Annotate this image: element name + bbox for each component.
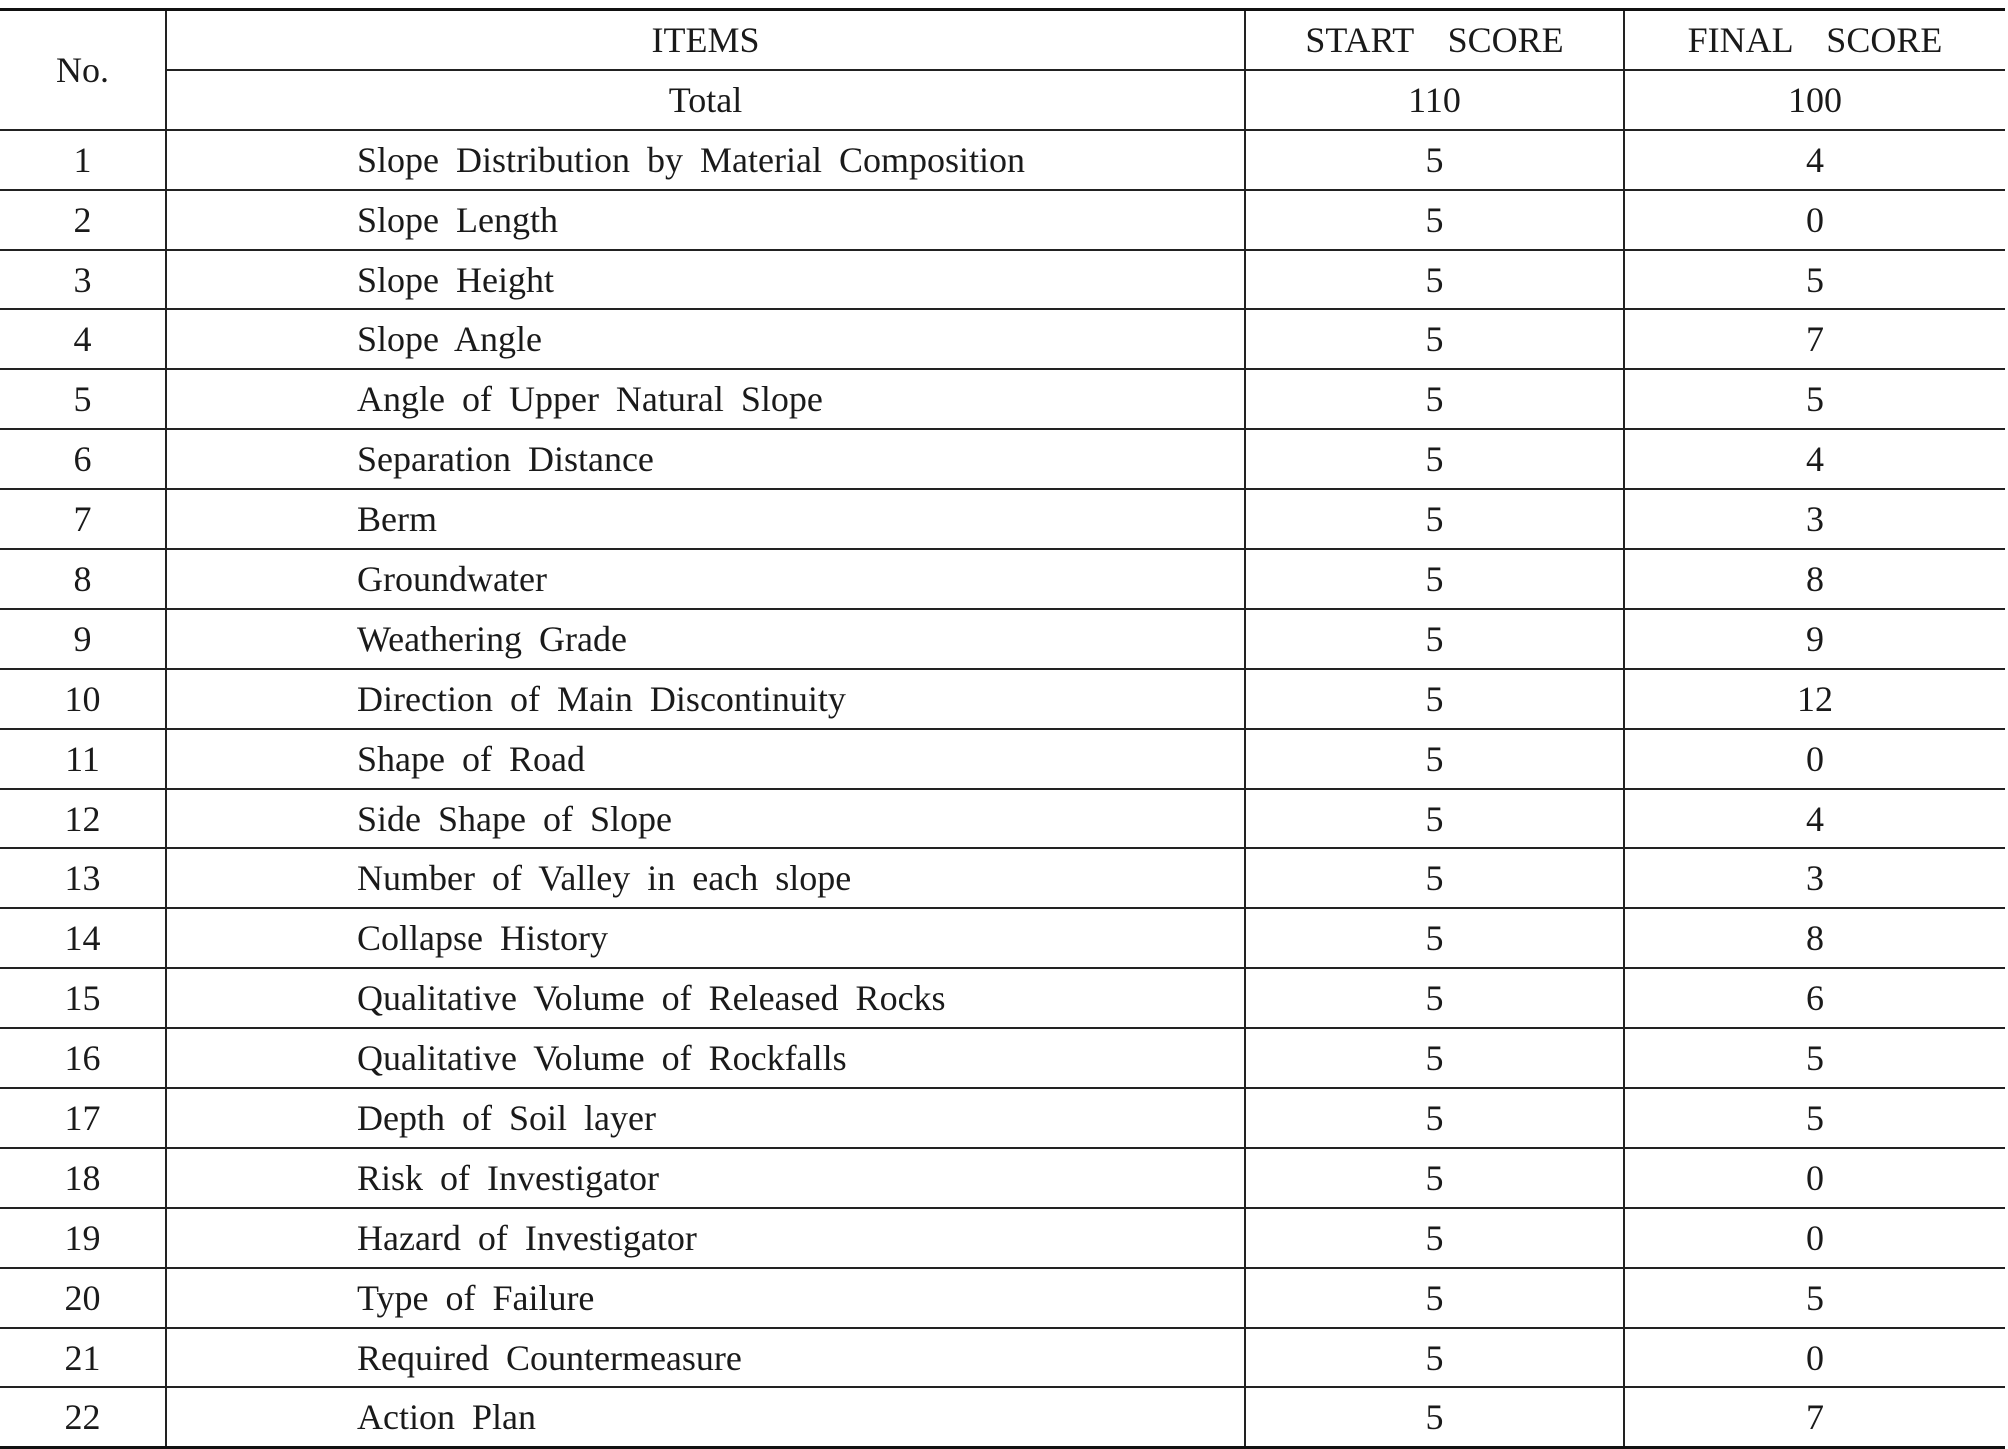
row-item: Direction of Main Discontinuity [166, 669, 1245, 729]
row-start-score: 5 [1245, 908, 1624, 968]
row-number: 21 [0, 1328, 166, 1388]
table-row [0, 429, 2005, 489]
row-number: 1 [0, 130, 166, 190]
score-table-container [0, 8, 2005, 1449]
table-row [0, 250, 2005, 310]
row-final-score: 5 [1624, 1088, 2005, 1148]
row-start-score: 5 [1245, 669, 1624, 729]
row-item: Slope Length [166, 190, 1245, 250]
table-row [0, 1268, 2005, 1328]
row-start-score: 5 [1245, 609, 1624, 669]
row-final-score: 12 [1624, 669, 2005, 729]
table-row [0, 1387, 2005, 1447]
row-final-score: 3 [1624, 848, 2005, 908]
table-row [0, 1148, 2005, 1208]
row-number: 20 [0, 1268, 166, 1328]
row-item: Angle of Upper Natural Slope [166, 369, 1245, 429]
row-item: Action Plan [166, 1387, 1245, 1447]
row-start-score: 5 [1245, 1088, 1624, 1148]
table-row [0, 1208, 2005, 1268]
row-number: 9 [0, 609, 166, 669]
total-row [0, 70, 2005, 130]
row-item: Slope Distribution by Material Composition [166, 130, 1245, 190]
row-number: 11 [0, 729, 166, 789]
row-item: Separation Distance [166, 429, 1245, 489]
table-row [0, 1088, 2005, 1148]
row-number: 2 [0, 190, 166, 250]
row-final-score: 0 [1624, 729, 2005, 789]
row-start-score: 5 [1245, 848, 1624, 908]
row-start-score: 5 [1245, 549, 1624, 609]
total-start-score: 110 [1245, 70, 1624, 130]
row-item: Shape of Road [166, 729, 1245, 789]
row-item: Hazard of Investigator [166, 1208, 1245, 1268]
row-final-score: 0 [1624, 1328, 2005, 1388]
row-final-score: 0 [1624, 190, 2005, 250]
row-final-score: 0 [1624, 1208, 2005, 1268]
table-row [0, 190, 2005, 250]
row-final-score: 8 [1624, 549, 2005, 609]
row-start-score: 5 [1245, 190, 1624, 250]
row-start-score: 5 [1245, 1268, 1624, 1328]
row-item: Depth of Soil layer [166, 1088, 1245, 1148]
row-item: Required Countermeasure [166, 1328, 1245, 1388]
row-number: 12 [0, 789, 166, 849]
row-item: Qualitative Volume of Released Rocks [166, 968, 1245, 1028]
row-final-score: 6 [1624, 968, 2005, 1028]
header-final-score: FINAL SCORE [1624, 10, 2005, 70]
row-number: 16 [0, 1028, 166, 1088]
row-start-score: 5 [1245, 1328, 1624, 1388]
row-number: 14 [0, 908, 166, 968]
table-row [0, 369, 2005, 429]
row-final-score: 4 [1624, 429, 2005, 489]
table-row [0, 669, 2005, 729]
table-row [0, 130, 2005, 190]
row-final-score: 4 [1624, 130, 2005, 190]
row-number: 4 [0, 309, 166, 369]
row-final-score: 5 [1624, 369, 2005, 429]
row-start-score: 5 [1245, 369, 1624, 429]
row-item: Qualitative Volume of Rockfalls [166, 1028, 1245, 1088]
table-row [0, 609, 2005, 669]
row-number: 22 [0, 1387, 166, 1447]
row-number: 19 [0, 1208, 166, 1268]
row-start-score: 5 [1245, 429, 1624, 489]
row-final-score: 5 [1624, 1028, 2005, 1088]
row-final-score: 4 [1624, 789, 2005, 849]
row-start-score: 5 [1245, 309, 1624, 369]
row-start-score: 5 [1245, 968, 1624, 1028]
row-item: Slope Angle [166, 309, 1245, 369]
row-final-score: 7 [1624, 309, 2005, 369]
table-row [0, 549, 2005, 609]
table-row [0, 848, 2005, 908]
row-final-score: 5 [1624, 250, 2005, 310]
row-number: 6 [0, 429, 166, 489]
table-row [0, 729, 2005, 789]
row-item: Berm [166, 489, 1245, 549]
row-number: 3 [0, 250, 166, 310]
row-item: Risk of Investigator [166, 1148, 1245, 1208]
row-final-score: 0 [1624, 1148, 2005, 1208]
header-row [0, 10, 2005, 70]
row-final-score: 7 [1624, 1387, 2005, 1447]
table-row [0, 1028, 2005, 1088]
table-row [0, 309, 2005, 369]
row-item: Type of Failure [166, 1268, 1245, 1328]
total-label: Total [166, 70, 1245, 130]
row-start-score: 5 [1245, 1148, 1624, 1208]
row-start-score: 5 [1245, 729, 1624, 789]
table-row [0, 1328, 2005, 1388]
row-start-score: 5 [1245, 1208, 1624, 1268]
total-final-score: 100 [1624, 70, 2005, 130]
table-row [0, 968, 2005, 1028]
row-item: Side Shape of Slope [166, 789, 1245, 849]
row-item: Slope Height [166, 250, 1245, 310]
row-start-score: 5 [1245, 130, 1624, 190]
row-number: 18 [0, 1148, 166, 1208]
row-number: 5 [0, 369, 166, 429]
row-start-score: 5 [1245, 1387, 1624, 1447]
table-row [0, 908, 2005, 968]
row-item: Number of Valley in each slope [166, 848, 1245, 908]
row-item: Weathering Grade [166, 609, 1245, 669]
row-start-score: 5 [1245, 789, 1624, 849]
row-final-score: 3 [1624, 489, 2005, 549]
row-start-score: 5 [1245, 1028, 1624, 1088]
row-number: 10 [0, 669, 166, 729]
header-no: No. [0, 10, 166, 130]
header-items: ITEMS [166, 10, 1245, 70]
row-start-score: 5 [1245, 250, 1624, 310]
row-final-score: 9 [1624, 609, 2005, 669]
score-table [0, 8, 2005, 1449]
row-item: Groundwater [166, 549, 1245, 609]
row-item: Collapse History [166, 908, 1245, 968]
table-body [0, 130, 2005, 1448]
table-row [0, 489, 2005, 549]
header-start-score: START SCORE [1245, 10, 1624, 70]
row-start-score: 5 [1245, 489, 1624, 549]
row-number: 15 [0, 968, 166, 1028]
row-final-score: 8 [1624, 908, 2005, 968]
table-row [0, 789, 2005, 849]
row-final-score: 5 [1624, 1268, 2005, 1328]
row-number: 8 [0, 549, 166, 609]
row-number: 13 [0, 848, 166, 908]
row-number: 7 [0, 489, 166, 549]
table-header [0, 10, 2005, 130]
row-number: 17 [0, 1088, 166, 1148]
